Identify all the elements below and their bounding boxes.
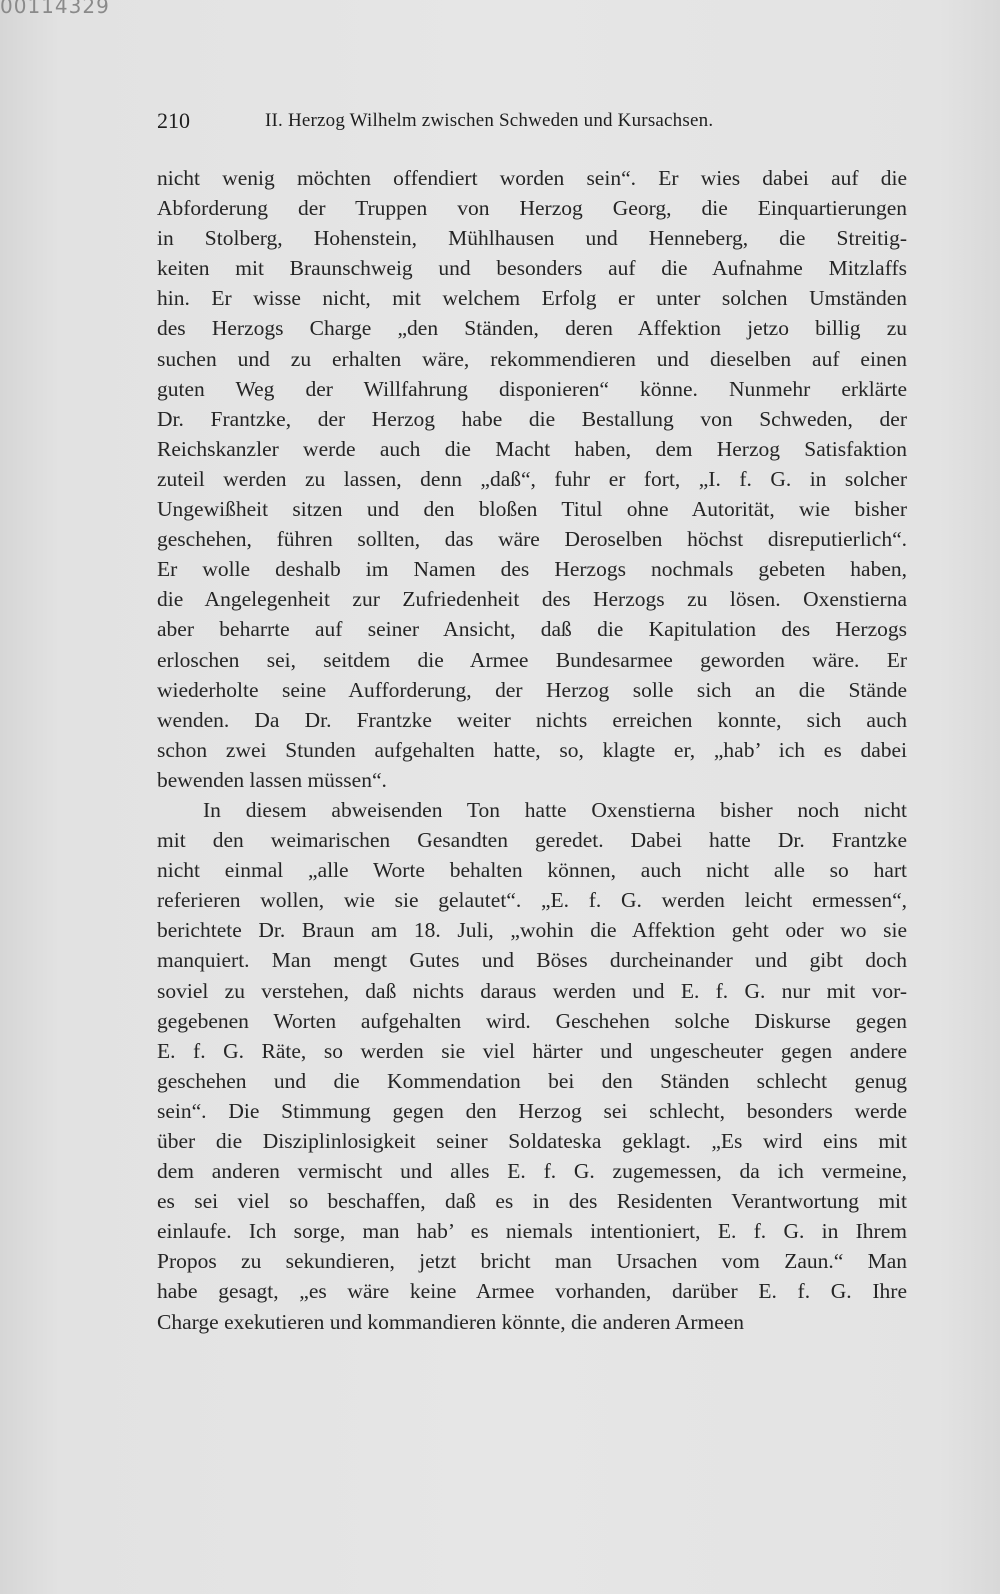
text-line: In diesem abweisenden Ton hatte Oxenstierna bisher noch nicht (203, 797, 907, 822)
text-line: Charge exekutieren und kommandieren könnte, die anderen Armeen (157, 1309, 745, 1334)
text-line: bewenden lassen müssen“. (157, 767, 387, 792)
text-line: guten Weg der Willfahrung disponieren“ könne. Nunmehr erklärte (157, 376, 907, 401)
text-line: Ungewißheit sitzen und den bloßen Titul ohne Autorität, wie bisher (157, 497, 907, 522)
text-line: Reichskanzler werde auch die Macht haben, dem Herzog Satisfaktion (157, 436, 907, 461)
text-line: gegebenen Worten aufgehalten wird. Geschehen solche Diskurse gegen (157, 1008, 907, 1033)
text-line: E. f. G. Räte, so werden sie viel härter und ungescheuter gegen andere (157, 1038, 907, 1063)
text-line: nicht einmal „alle Worte behalten können, auch nicht alle so hart (157, 858, 907, 883)
text-line: sein“. Die Stimmung gegen den Herzog sei schlecht, besonders werde (157, 1098, 907, 1123)
text-line: aber beharrte auf seiner Ansicht, daß die Kapitulation des Herzogs (157, 617, 907, 642)
text-line: habe gesagt, „es wäre keine Armee vorhanden, darüber E. f. G. Ihre (157, 1279, 907, 1304)
text-line: Er wolle deshalb im Namen des Herzogs nochmals gebeten haben, (157, 557, 907, 582)
text-line: referieren wollen, wie sie gelautet“. „E. f. G. werden leicht ermessen“, (157, 888, 907, 913)
text-line: Abforderung der Truppen von Herzog Georg, die Einquartierungen (157, 196, 907, 221)
text-line: Dr. Frantzke, der Herzog habe die Bestallung von Schweden, der (157, 406, 907, 431)
text-line: in Stolberg, Hohenstein, Mühlhausen und Henneberg, die Streitig- (157, 226, 907, 251)
text-line: schon zwei Stunden aufgehalten hatte, so, klagte er, „hab’ ich es dabei (157, 737, 907, 762)
running-title: II. Herzog Wilhelm zwischen Schweden und Kursachsen. (265, 110, 714, 131)
text-line: geschehen und die Kommendation bei den Ständen schlecht genug (157, 1068, 907, 1093)
body-text (157, 163, 907, 1337)
text-line: über die Disziplinlosigkeit seiner Soldateska geklagt. „Es wird eins mit (157, 1129, 907, 1153)
page-number: 210 (157, 108, 190, 133)
text-line: suchen und zu erhalten wäre, rekommendieren und dieselben auf einen (157, 346, 907, 371)
text-line: es sei viel so beschaffen, daß es in des Residenten Verantwortung mit (157, 1189, 907, 1214)
running-header (157, 108, 817, 138)
text-line: wiederholte seine Aufforderung, der Herzog solle sich an die Stände (157, 677, 907, 702)
text-line: Propos zu sekundieren, jetzt bricht man Ursachen vom Zaun.“ Man (157, 1249, 907, 1274)
text-line: die Angelegenheit zur Zufriedenheit des Herzogs zu lösen. Oxenstierna (157, 587, 907, 612)
text-line: geschehen, führen sollten, das wäre Deroselben höchst disreputierlich“. (157, 527, 907, 552)
text-line: mit den weimarischen Gesandten geredet. Dabei hatte Dr. Frantzke (157, 828, 907, 853)
text-line: zuteil werden zu lassen, denn „daß“, fuhr er fort, „I. f. G. in solcher (157, 466, 907, 491)
text-line: wenden. Da Dr. Frantzke weiter nichts erreichen konnte, sich auch (157, 707, 907, 732)
text-line: des Herzogs Charge „den Ständen, deren Affektion jetzo billig zu (157, 316, 907, 341)
text-line: soviel zu verstehen, daß nichts daraus werden und E. f. G. nur mit vor- (157, 978, 907, 1003)
scan-identifier: 00114329 (0, 0, 110, 18)
text-line: manquiert. Man mengt Gutes und Böses durcheinander und gibt doch (157, 948, 907, 973)
text-line: keiten mit Braunschweig und besonders auf die Aufnahme Mitzlaffs (157, 256, 907, 281)
text-line: hin. Er wisse nicht, mit welchem Erfolg er unter solchen Umständen (157, 286, 907, 311)
text-line: erloschen sei, seitdem die Armee Bundesarmee geworden wäre. Er (157, 647, 907, 672)
text-line: einlaufe. Ich sorge, man hab’ es niemals intentioniert, E. f. G. in Ihrem (157, 1219, 907, 1244)
text-line: berichtete Dr. Braun am 18. Juli, „wohin die Affektion geht oder wo sie (157, 918, 907, 943)
text-line: nicht wenig möchten offendiert worden sein“. Er wies dabei auf die (157, 166, 907, 190)
text-line: dem anderen vermischt und alles E. f. G. zugemessen, da ich vermeine, (157, 1159, 907, 1184)
